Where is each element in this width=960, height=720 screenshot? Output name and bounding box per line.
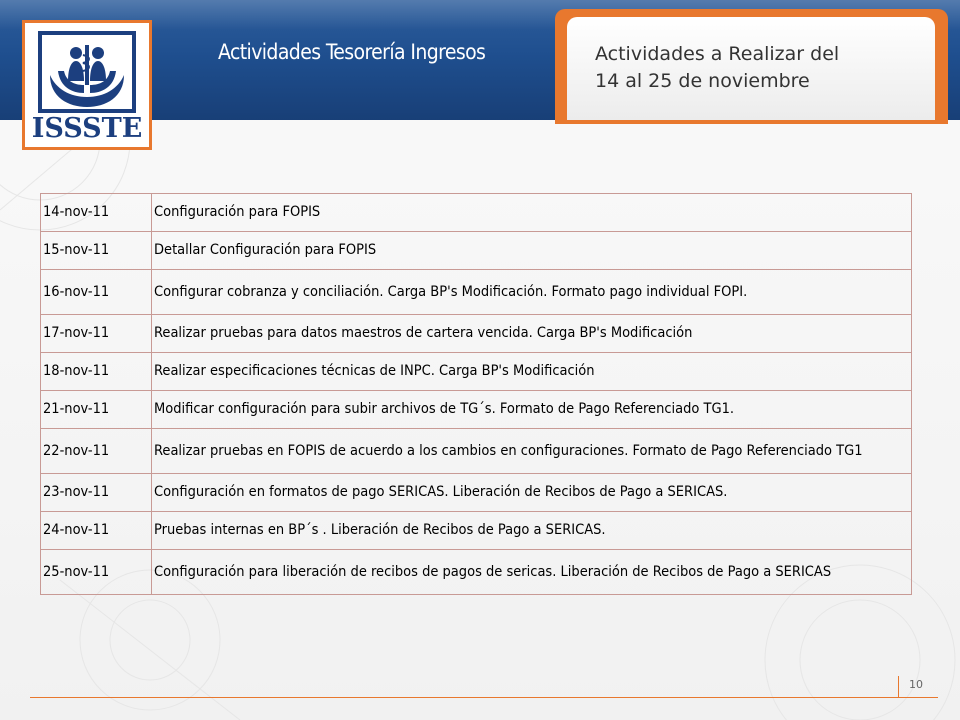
date-cell: 18-nov-11 <box>41 353 152 391</box>
date-cell: 25-nov-11 <box>41 550 152 595</box>
header-title: Actividades Tesorería Ingresos <box>218 40 486 64</box>
activity-cell: Configuración para liberación de recibos de pagos de sericas. Liberación de Recibos de Pago a SERICAS <box>152 550 912 595</box>
date-cell: 17-nov-11 <box>41 315 152 353</box>
table-row <box>41 391 912 429</box>
table-row <box>41 194 912 232</box>
activity-cell: Configurar cobranza y conciliación. Carga BP's Modificación. Formato pago individual FOPI. <box>152 270 912 315</box>
table-row <box>41 315 912 353</box>
activity-cell: Configuración para FOPIS <box>152 194 912 232</box>
date-cell: 22-nov-11 <box>41 429 152 474</box>
activity-cell: Realizar pruebas para datos maestros de cartera vencida. Carga BP's Modificación <box>152 315 912 353</box>
activities-table-wrap <box>40 193 912 595</box>
page-number: 10 <box>898 676 933 698</box>
footer-rule <box>30 697 938 698</box>
table-row <box>41 550 912 595</box>
tab-title-line1: Actividades a Realizar del <box>595 43 840 65</box>
date-range-tab <box>567 17 935 120</box>
table-row <box>41 474 912 512</box>
date-cell: 14-nov-11 <box>41 194 152 232</box>
activity-cell: Detallar Configuración para FOPIS <box>152 232 912 270</box>
table-row <box>41 429 912 474</box>
issste-logo <box>22 20 152 150</box>
tab-title-line2: 14 al 25 de noviembre <box>595 70 810 92</box>
activity-cell: Realizar especificaciones técnicas de INPC. Carga BP's Modificación <box>152 353 912 391</box>
activity-cell: Realizar pruebas en FOPIS de acuerdo a los cambios en configuraciones. Formato de Pago Referenciado TG1 <box>152 429 912 474</box>
date-cell: 15-nov-11 <box>41 232 152 270</box>
table-row <box>41 232 912 270</box>
date-cell: 21-nov-11 <box>41 391 152 429</box>
table-row <box>41 270 912 315</box>
activities-table <box>40 193 912 595</box>
tab-title <box>595 41 925 95</box>
table-row <box>41 512 912 550</box>
table-row <box>41 353 912 391</box>
activity-cell: Modificar configuración para subir archivos de TG´s. Formato de Pago Referenciado TG1. <box>152 391 912 429</box>
activity-cell: Pruebas internas en BP´s . Liberación de Recibos de Pago a SERICAS. <box>152 512 912 550</box>
date-cell: 24-nov-11 <box>41 512 152 550</box>
date-cell: 23-nov-11 <box>41 474 152 512</box>
issste-emblem-icon <box>38 31 136 113</box>
activity-cell: Configuración en formatos de pago SERICAS. Liberación de Recibos de Pago a SERICAS. <box>152 474 912 512</box>
logo-text: ISSSTE <box>31 113 143 144</box>
date-cell: 16-nov-11 <box>41 270 152 315</box>
